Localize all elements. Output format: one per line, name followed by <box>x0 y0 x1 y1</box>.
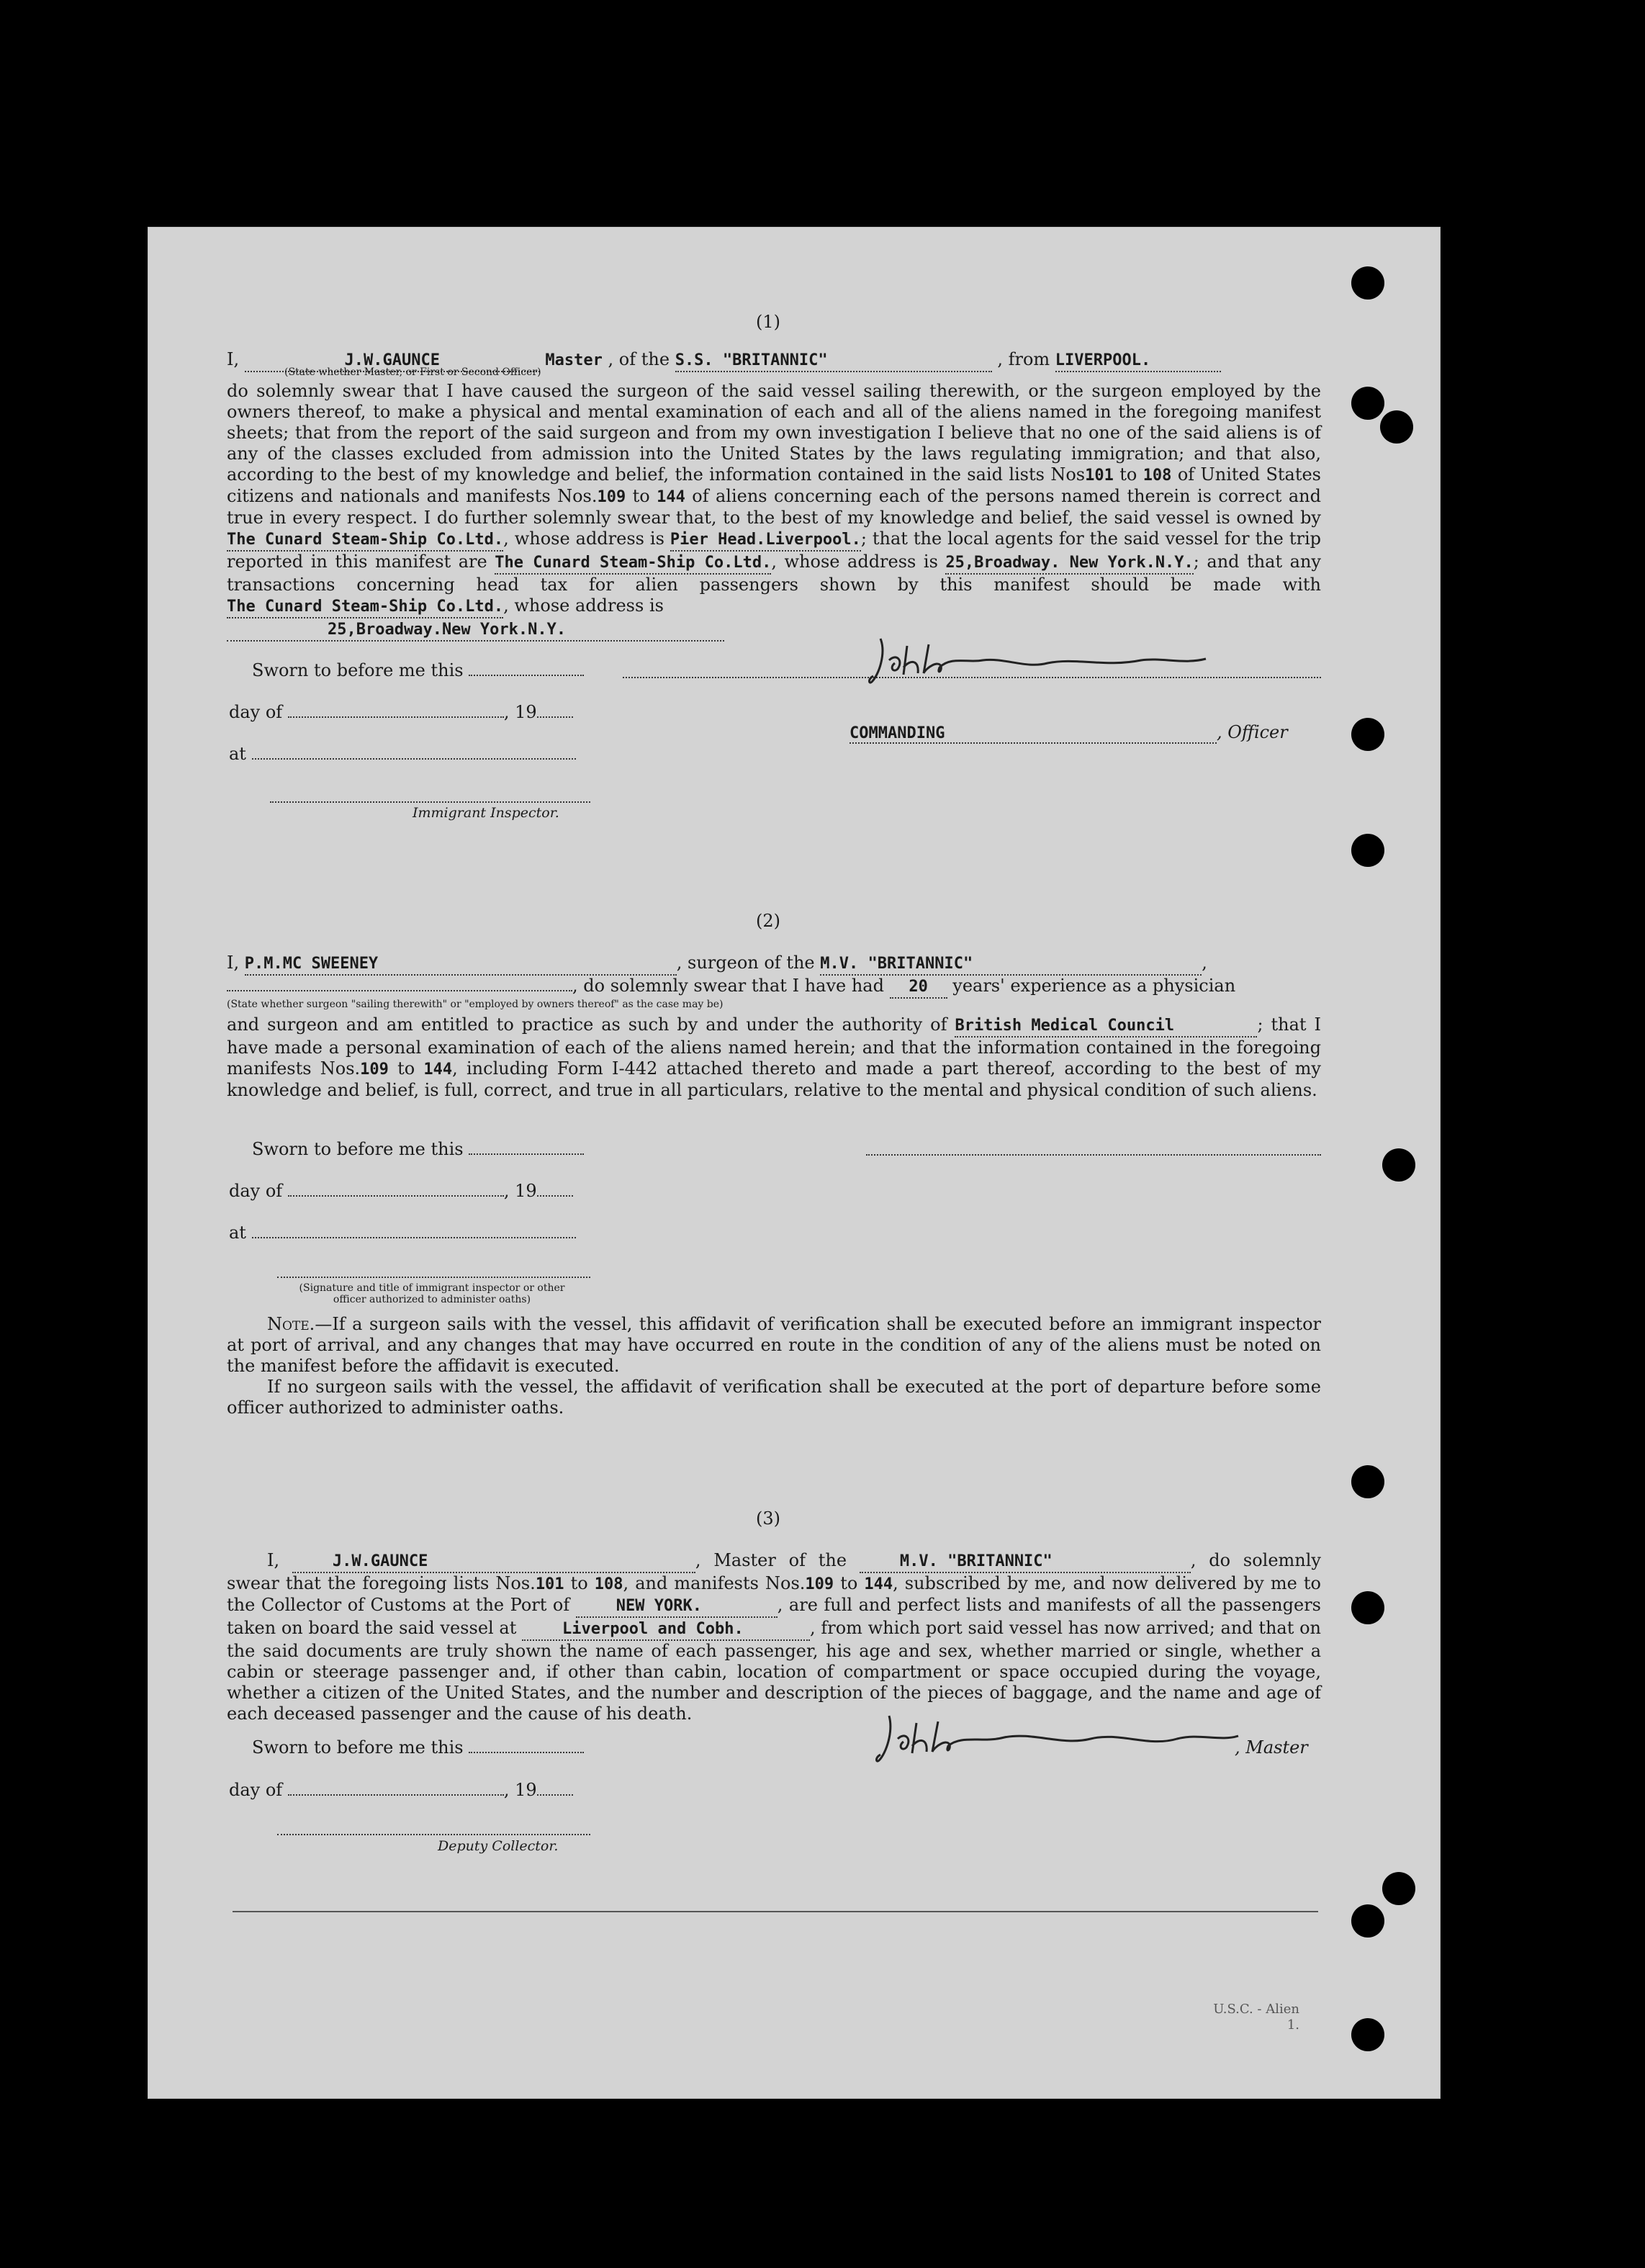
port-field: LIVERPOOL. <box>1055 350 1221 372</box>
section-2-at: at <box>229 1223 576 1243</box>
punch-hole <box>1351 1591 1384 1624</box>
section-2-oath <box>227 953 1321 1101</box>
section-3-vessel: M.V. "BRITANNIC" <box>860 1551 1191 1573</box>
manifest-page <box>148 227 1441 2099</box>
surgeon-name-field: P.M.MC SWEENEY <box>245 953 677 976</box>
section-3-port: NEW YORK. <box>576 1596 778 1618</box>
section-1-oath <box>227 349 1321 642</box>
punch-hole <box>1351 718 1384 751</box>
master-signature <box>867 631 1227 689</box>
surgeon-vessel-field: M.V. "BRITANNIC" <box>820 953 1202 976</box>
section-1-number: (1) <box>756 312 780 332</box>
section-1-day: day of , 19 <box>229 702 573 722</box>
section-2-first-line: I, P.M.MC SWEENEY , surgeon of the M.V. "BRITANNIC" , <box>227 953 1321 976</box>
punch-hole <box>1351 1465 1384 1498</box>
authorized-officer-hint: (Signature and title of immigrant inspector or other officer authorized to administer oaths) <box>299 1282 565 1305</box>
rank-field: Master <box>545 351 603 369</box>
section-2-day: day of , 19 <box>229 1181 573 1201</box>
section-2-sworn: Sworn to before me this <box>252 1139 584 1159</box>
section-1-first-line: I, J.W.GAUNCE Master , of the S.S. "BRITANNIC" , from LIVERPOOL. (State whether Master, or First or Second Officer) <box>227 349 1321 381</box>
section-1-body: do solemnly swear that I have caused the surgeon of the said vessel sailing therewith, or the surgeon employed by the owners thereof, to make a physical and mental examination of each and all of the aliens named in the foregoing manifest sheets; that from the report of the said surgeon and from my own investigation I believe that no one of the said aliens is of any of the classes excluded from admission into the United States by the laws regulating immigration; and that also, according to the best of my knowledge and belief, the information contained in the said lists Nos101 to 108 of United States citizens and nationals and manifests Nos.109 to 144 of aliens concerning each of the persons named therein is correct and true in every respect. I do further solemnly swear that, to the best of my knowledge and belief, the said vessel is owned by The Cunard Steam-Ship Co.Ltd., whose address is Pier Head.Liverpool.; that the local agents for the said vessel for the trip reported in this manifest are The Cunard Steam-Ship Co.Ltd., whose address is 25,Broadway. New York.N.Y.; and that any transactions concerning head tax for alien passengers shown by this manifest should be made with The Cunard Steam-Ship Co.Ltd., whose address is 25,Broadway.New York.N.Y. <box>227 381 1321 642</box>
owner-address-field: Pier Head.Liverpool. <box>670 529 861 552</box>
section-2-note: Note.—If a surgeon sails with the vessel, this affidavit of verification shall be executed before an immigrant inspector at port of arrival, and any changes that may have occurred en route in the condition of any of the aliens must be noted on the manifest before the affidavit is executed. If no surgeon sails with the vessel, the affidavit of verification shall be executed at the port of departure before some officer authorized to administer oaths. <box>227 1314 1321 1418</box>
immigrant-inspector-label: Immigrant Inspector. <box>413 805 559 821</box>
section-1-sworn: Sworn to before me this <box>252 660 584 680</box>
punch-hole <box>1351 1904 1384 1938</box>
master-label: , Master <box>1235 1737 1308 1758</box>
master-signature-2 <box>875 1710 1249 1768</box>
master-name-field: J.W.GAUNCE <box>245 350 540 372</box>
rank-hint: (State whether Master, or First or Second Officer) <box>284 366 541 378</box>
signature-line-2 <box>866 1154 1321 1156</box>
punch-hole <box>1351 387 1384 420</box>
section-1-commanding: COMMANDING , Officer <box>849 722 1288 742</box>
agents-field: The Cunard Steam-Ship Co.Ltd. <box>495 552 771 575</box>
punch-hole <box>1351 834 1384 867</box>
section-3-ports-taken: Liverpool and Cobh. <box>522 1619 810 1641</box>
section-1-at: at <box>229 744 576 764</box>
section-3-number: (3) <box>756 1508 780 1529</box>
punch-hole <box>1351 266 1384 300</box>
punch-hole <box>1382 1148 1415 1182</box>
authority-field: British Medical Council <box>955 1015 1257 1038</box>
section-2-body: and surgeon and am entitled to practice as such by and under the authority of British Medical Council ; that I have made a personal examination of each of the aliens named herein; and that the information contained in the foregoing manifests Nos.109 to 144, including Form I-442 attached thereto and made a part thereof, according to the best of my knowledge and belief, is full, correct, and true in all particulars, relative to the mental and physical condition of such aliens. <box>227 1014 1321 1100</box>
punch-hole <box>1382 1872 1415 1905</box>
bottom-rule <box>233 1911 1318 1912</box>
surgeon-hint: (State whether surgeon "sailing therewith" or "employed by owners thereof" as the case may be) <box>227 999 724 1010</box>
section-2-second-line: , do solemnly swear that I have had 20 years' experience as a physician <box>227 976 1321 999</box>
punch-hole <box>1380 410 1413 444</box>
section-3-sworn: Sworn to before me this <box>252 1737 584 1758</box>
deputy-collector-label: Deputy Collector. <box>438 1838 559 1854</box>
section-3-day: day of , 19 <box>229 1780 573 1800</box>
headtax-address-field: 25,Broadway.New York.N.Y. <box>227 619 724 642</box>
vessel-field: S.S. "BRITANNIC" <box>675 350 992 372</box>
punch-hole <box>1351 2018 1384 2051</box>
deputy-collector-line <box>277 1834 590 1835</box>
section-2-number: (2) <box>756 911 780 931</box>
agents-address-field: 25,Broadway. New York.N.Y. <box>945 552 1193 575</box>
owner-field: The Cunard Steam-Ship Co.Ltd. <box>227 529 503 552</box>
section-3-oath: I, J.W.GAUNCE , Master of the M.V. "BRITANNIC" , do solemnly swear that the foregoing lists Nos.101 to 108, and manifests Nos.109 to 144, subscribed by me, and now delivered by me to the Collector of Customs at the Port of NEW YORK. , are full and perfect lists and manifests of all the passengers taken on board the said vessel at Liverpool and Cobh. , from which port said vessel has now arrived; and that on the said documents are truly shown the name of each passenger, his age and sex, whether married or single, whether a cabin or steerage passenger and, if other than cabin, location of compartment or space occupied during the voyage, whether a citizen of the United States, and the number and description of the pieces of baggage, and the name and age of each deceased passenger and the cause of his death. <box>227 1550 1321 1724</box>
inspector-line <box>270 801 590 803</box>
headtax-field: The Cunard Steam-Ship Co.Ltd. <box>227 596 503 618</box>
form-code: U.S.C. - Alien 1. <box>1213 2002 1299 2033</box>
years-field: 20 <box>890 976 947 999</box>
authorized-officer-line <box>277 1277 590 1278</box>
section-3-master-name: J.W.GAUNCE <box>292 1551 695 1573</box>
